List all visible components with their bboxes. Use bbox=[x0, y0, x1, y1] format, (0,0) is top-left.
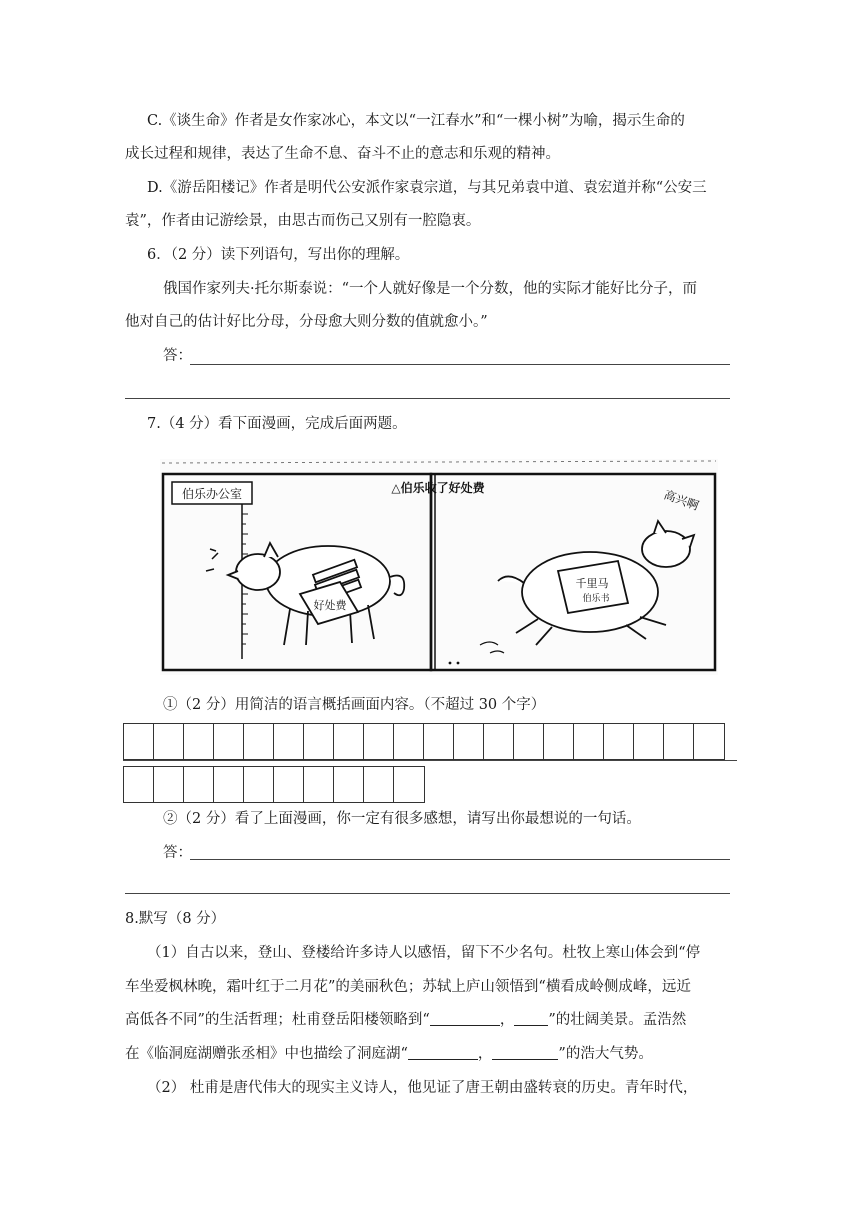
q8-p1-line3-b: ”的壮阔美景。孟浩然 bbox=[548, 1012, 687, 1028]
bribe-bag-label: 好处费 bbox=[313, 599, 347, 612]
option-c-line2: 成长过程和规律，表达了生命不息、奋斗不止的意志和乐观的精神。 bbox=[125, 146, 560, 162]
grid-cell[interactable] bbox=[304, 724, 334, 759]
q7-prompt: 7.（4 分）看下面漫画，完成后面两题。 bbox=[147, 416, 407, 432]
q8-p1-line3-a: 高低各不同”的生活哲理；杜甫登岳阳楼领略到“ bbox=[125, 1012, 430, 1028]
grid-cell[interactable] bbox=[274, 767, 304, 802]
q6-answer-label: 答： bbox=[163, 348, 192, 364]
q7-answer-line-2[interactable] bbox=[125, 893, 730, 894]
grid-cell[interactable] bbox=[394, 767, 424, 802]
fill-blank-2[interactable] bbox=[514, 1011, 548, 1026]
grid-cell[interactable] bbox=[274, 724, 304, 759]
answer-grid-row-1[interactable] bbox=[123, 723, 725, 760]
cartoon-banner: △伯乐收了好处费 bbox=[391, 481, 485, 495]
q7-sub2: ②（2 分）看了上面漫画，你一定有很多感想，请写出你最想说的一句话。 bbox=[163, 811, 641, 827]
q8-p1-line4-sep: ， bbox=[477, 1046, 493, 1062]
grid-cell[interactable] bbox=[544, 724, 574, 759]
fill-blank-3[interactable] bbox=[408, 1045, 478, 1060]
grid-cell[interactable] bbox=[394, 724, 424, 759]
grid-cell[interactable] bbox=[244, 767, 274, 802]
q8-p1-line2: 车坐爱枫林晚，霜叶红于二月花”的美丽秋色；苏轼上庐山领悟到“横看成岭侧成峰，远近 bbox=[125, 979, 691, 995]
grid-cell[interactable] bbox=[124, 767, 154, 802]
grid-cell[interactable] bbox=[694, 724, 724, 759]
grid-cell[interactable] bbox=[244, 724, 274, 759]
grid-cell[interactable] bbox=[364, 724, 394, 759]
q8-p1-line1: （1）自古以来，登山、登楼给许多诗人以感悟，留下不少名句。杜牧上寒山体会到“停 bbox=[147, 945, 701, 961]
q6-answer-line-2[interactable] bbox=[125, 398, 730, 399]
q8-p1-line4 bbox=[125, 1044, 653, 1064]
grid-cell[interactable] bbox=[664, 724, 694, 759]
office-sign-text: 伯乐办公室 bbox=[181, 487, 243, 501]
fill-blank-4[interactable] bbox=[492, 1045, 558, 1060]
grid-cell[interactable] bbox=[604, 724, 634, 759]
q6-quote-line2: 他对自己的估计好比分母，分母愈大则分数的值就愈小。” bbox=[125, 314, 488, 330]
q6-answer-line-1[interactable] bbox=[190, 364, 730, 365]
grid-cell[interactable] bbox=[364, 767, 394, 802]
grid-cell[interactable] bbox=[334, 724, 364, 759]
shout-text: 高兴啊 bbox=[662, 487, 701, 513]
grid-divider bbox=[123, 760, 737, 761]
grid-cell[interactable] bbox=[124, 724, 154, 759]
grid-cell[interactable] bbox=[214, 724, 244, 759]
grid-cell[interactable] bbox=[184, 767, 214, 802]
horse-label-1: 千里马 bbox=[575, 577, 609, 590]
q6-quote-line1: 俄国作家列夫·托尔斯泰说：“一个人就好像是一个分数，他的实际才能好比分子，而 bbox=[163, 281, 698, 297]
grid-cell[interactable] bbox=[154, 724, 184, 759]
q8-title: 8.默写（8 分） bbox=[125, 911, 226, 927]
grid-cell[interactable] bbox=[574, 724, 604, 759]
q8-p1-line3 bbox=[125, 1010, 686, 1030]
grid-cell[interactable] bbox=[214, 767, 244, 802]
grid-cell[interactable] bbox=[154, 767, 184, 802]
fill-blank-1[interactable] bbox=[430, 1011, 500, 1026]
grid-cell[interactable] bbox=[184, 724, 214, 759]
answer-grid-row-2[interactable] bbox=[123, 766, 425, 803]
q8-p1-line3-sep: ， bbox=[499, 1012, 515, 1028]
q8-p1-line4-b: ”的浩大气势。 bbox=[558, 1046, 653, 1062]
q8-p1-line4-a: 在《临洞庭湖赠张丞相》中也描绘了洞庭湖“ bbox=[125, 1046, 408, 1062]
grid-cell[interactable] bbox=[484, 724, 514, 759]
q7-answer-label: 答： bbox=[163, 845, 192, 861]
grid-cell[interactable] bbox=[454, 724, 484, 759]
grid-cell[interactable] bbox=[514, 724, 544, 759]
option-d-line1: D.《游岳阳楼记》作者是明代公安派作家袁宗道，与其兄弟袁中道、袁宏道并称“公安三 bbox=[147, 180, 707, 196]
grid-cell[interactable] bbox=[634, 724, 664, 759]
grid-cell[interactable] bbox=[304, 767, 334, 802]
grid-cell[interactable] bbox=[334, 767, 364, 802]
horse-label-2: 伯乐书 bbox=[582, 594, 610, 604]
q6-prompt: 6．（2 分）读下列语句，写出你的理解。 bbox=[147, 247, 410, 263]
option-d-line2: 袁”，作者由记游绘景，由思古而伤己又别有一腔隐衷。 bbox=[125, 213, 481, 229]
option-c-line1: C.《谈生命》作者是女作家冰心，本文以“一江春水”和“一棵小树”为喻，揭示生命的 bbox=[147, 113, 685, 129]
q7-answer-line-1[interactable] bbox=[190, 859, 730, 860]
cartoon-image bbox=[160, 459, 718, 675]
q8-p2-line1: （2） 杜甫是唐代伟大的现实主义诗人，他见证了唐王朝由盛转衰的历史。青年时代， bbox=[147, 1080, 698, 1096]
grid-cell[interactable] bbox=[424, 724, 454, 759]
q7-sub1: ①（2 分）用简洁的语言概括画面内容。（不超过 30 个字） bbox=[163, 697, 546, 713]
